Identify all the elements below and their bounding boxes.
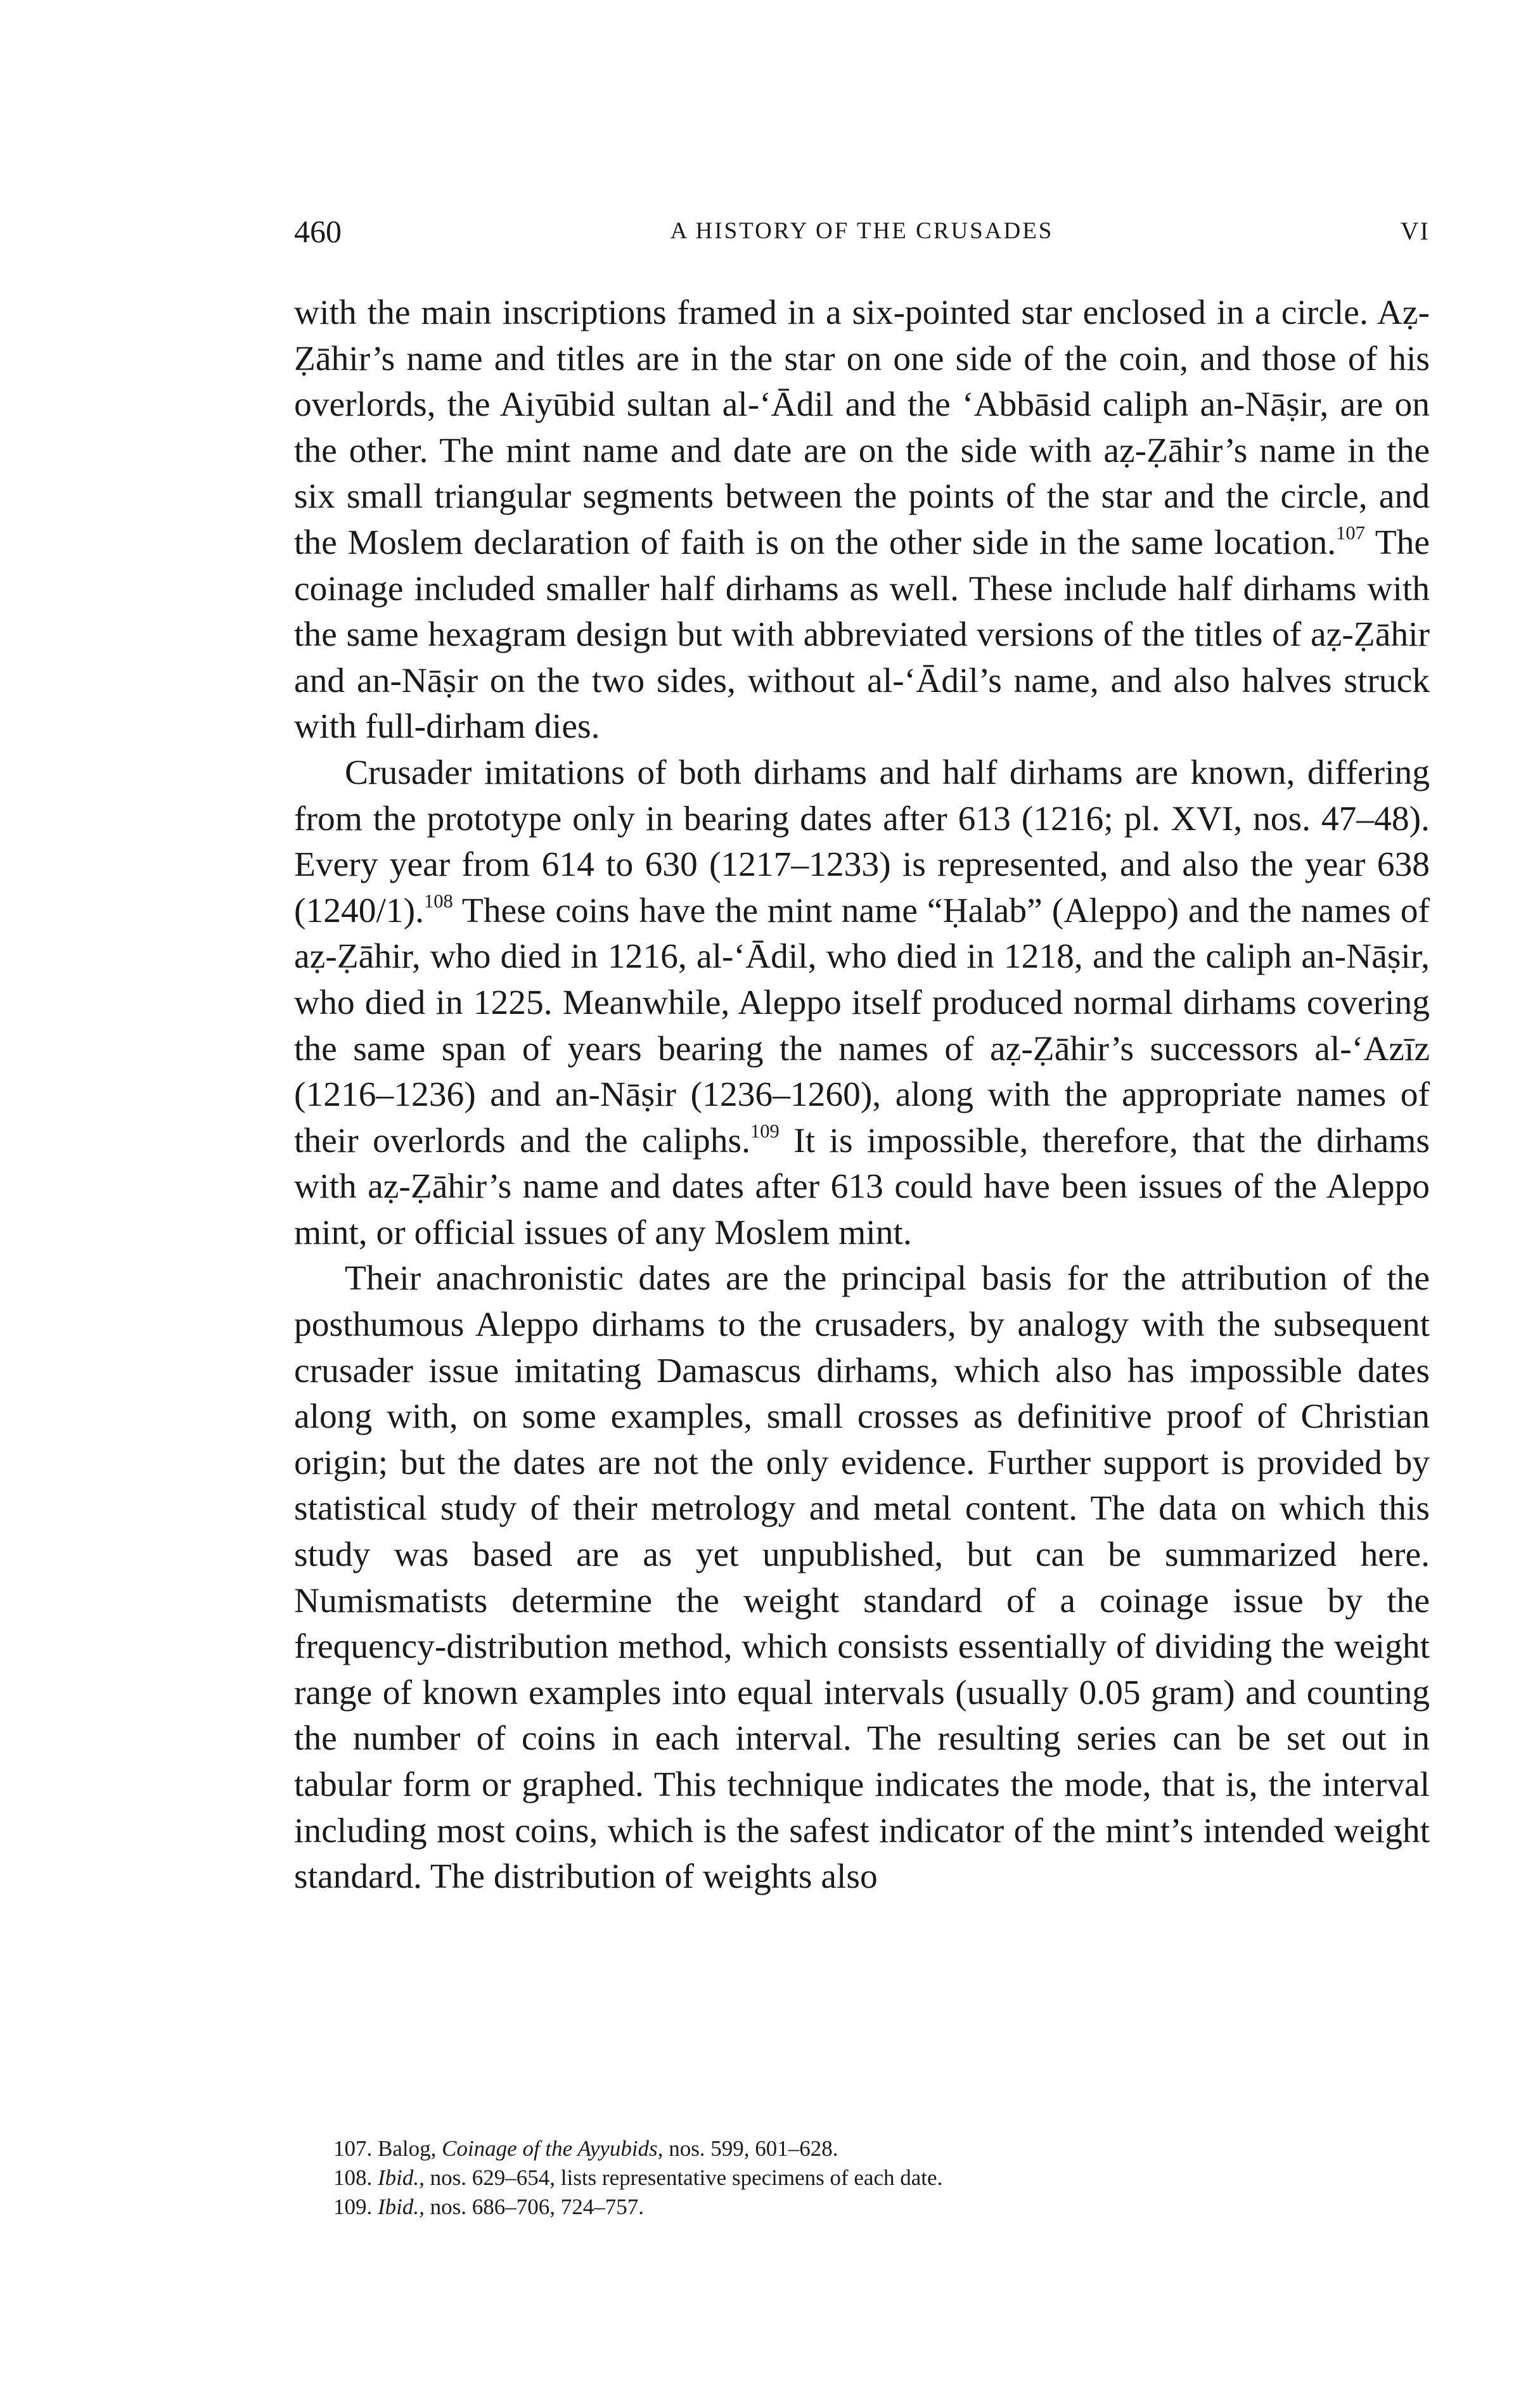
footnote-ref-107: 107 (1336, 522, 1365, 544)
footnote-title: Ibid., (378, 2194, 425, 2219)
footnote-title: Coinage of the Ayyubids, (442, 2136, 664, 2161)
running-head (294, 209, 1430, 253)
footnote-number: 107. (333, 2136, 373, 2161)
paragraph-1-text-a: with the main inscriptions framed in a six-pointed star enclosed in a circle. Aẓ-Ẓāhir’s name and titles are in the star on one side of the coin, and those of his overlords, the Aiyūbid sultan al-‘Ādil and the ‘Abbāsid caliph an-Nāṣir, are on the other. The mint name and date are on the side with aẓ-Ẓāhir’s name in the six small triangular segments between the points of the star and the circle, and the Moslem declaration of faith is on the other side in the same location. (294, 293, 1430, 562)
footnote-text: Balog, (372, 2136, 442, 2161)
footnote-number: 108. (333, 2165, 373, 2190)
footnote-text: nos. 629–654, lists representative specimens of each date. (424, 2165, 943, 2190)
paragraph-1-text-b: The coinage included smaller half dirhams as well. These include half dirhams with the same hexagram design but with abbreviated versions of the titles of aẓ-Ẓāhir and an-Nāṣir on the two sides, without al-‘Ādil’s name, and also halves struck with full-dirham dies. (294, 523, 1430, 746)
footnote-ref-109: 109 (750, 1120, 780, 1142)
footnote-text (372, 2194, 378, 2219)
paragraph-2-text-b: These coins have the mint name “Ḥalab” (Aleppo) and the names of aẓ-Ẓāhir, who died in 1216, al-‘Ādil, who died in 1218, and the caliph an-Nāṣir, who died in 1225. Meanwhile, Aleppo itself produced normal dirhams covering the same span of years bearing the names of aẓ-Ẓāhir’s successors al-‘Azīz (1216–1236) and an-Nāṣir (1236–1260), along with the appropriate names of their overlords and the caliphs. (294, 891, 1430, 1160)
footnote-text (372, 2165, 378, 2190)
footnote-ref-108: 108 (424, 890, 453, 912)
footnote-107 (294, 2134, 1430, 2163)
footnote-number: 109. (333, 2194, 373, 2219)
footnotes (294, 2134, 1430, 2222)
footnote-text: nos. 686–706, 724–757. (424, 2194, 645, 2219)
paragraph-2-text-c: It is impossible, therefore, that the dirhams with aẓ-Ẓāhir’s name and dates after 613 could have been issues of the Aleppo mint, or official issues of any Moslem mint. (294, 1121, 1430, 1252)
paragraph-2-text-a: Crusader imitations of both dirhams and half dirhams are known, differing from the prototype only in bearing dates after 613 (1216; pl. XVI, nos. 47–48). Every year from 614 to 630 (1217–1233) is represented, and also the year 638 (1240/1). (294, 753, 1430, 930)
paragraph-1 (294, 290, 1430, 750)
footnote-title: Ibid., (378, 2165, 425, 2190)
book-title: A HISTORY OF THE CRUSADES (670, 218, 1054, 244)
paragraph-2 (294, 750, 1430, 1257)
page-number: 460 (294, 214, 342, 249)
paragraph-3: Their anachronistic dates are the principal basis for the attribution of the posthumous Aleppo dirhams to the crusaders, by analogy with the subsequent crusader issue imitating Damascus dirhams, which also has impossible dates along with, on some examples, small crosses as definitive proof of Christian origin; but the dates are not the only evidence. Further support is provided by statistical study of their metrology and metal content. The data on which this study was based are as yet unpublished, but can be summarized here. Numismatists determine the weight standard of a coinage issue by the frequency-distribution method, which consists essentially of dividing the weight range of known examples into equal intervals (usually 0.05 gram) and counting the number of coins in each interval. The resulting series can be set out in tabular form or graphed. This technique indicates the mode, that is, the interval including most coins, which is the safest indicator of the mint’s intended weight standard. The distribution of weights also (294, 1259, 1430, 1897)
body-text (294, 290, 1430, 1900)
footnote-text: nos. 599, 601–628. (663, 2136, 838, 2161)
footnote-109 (294, 2193, 1430, 2222)
footnote-108 (294, 2163, 1430, 2193)
volume-number: VI (1400, 217, 1430, 245)
